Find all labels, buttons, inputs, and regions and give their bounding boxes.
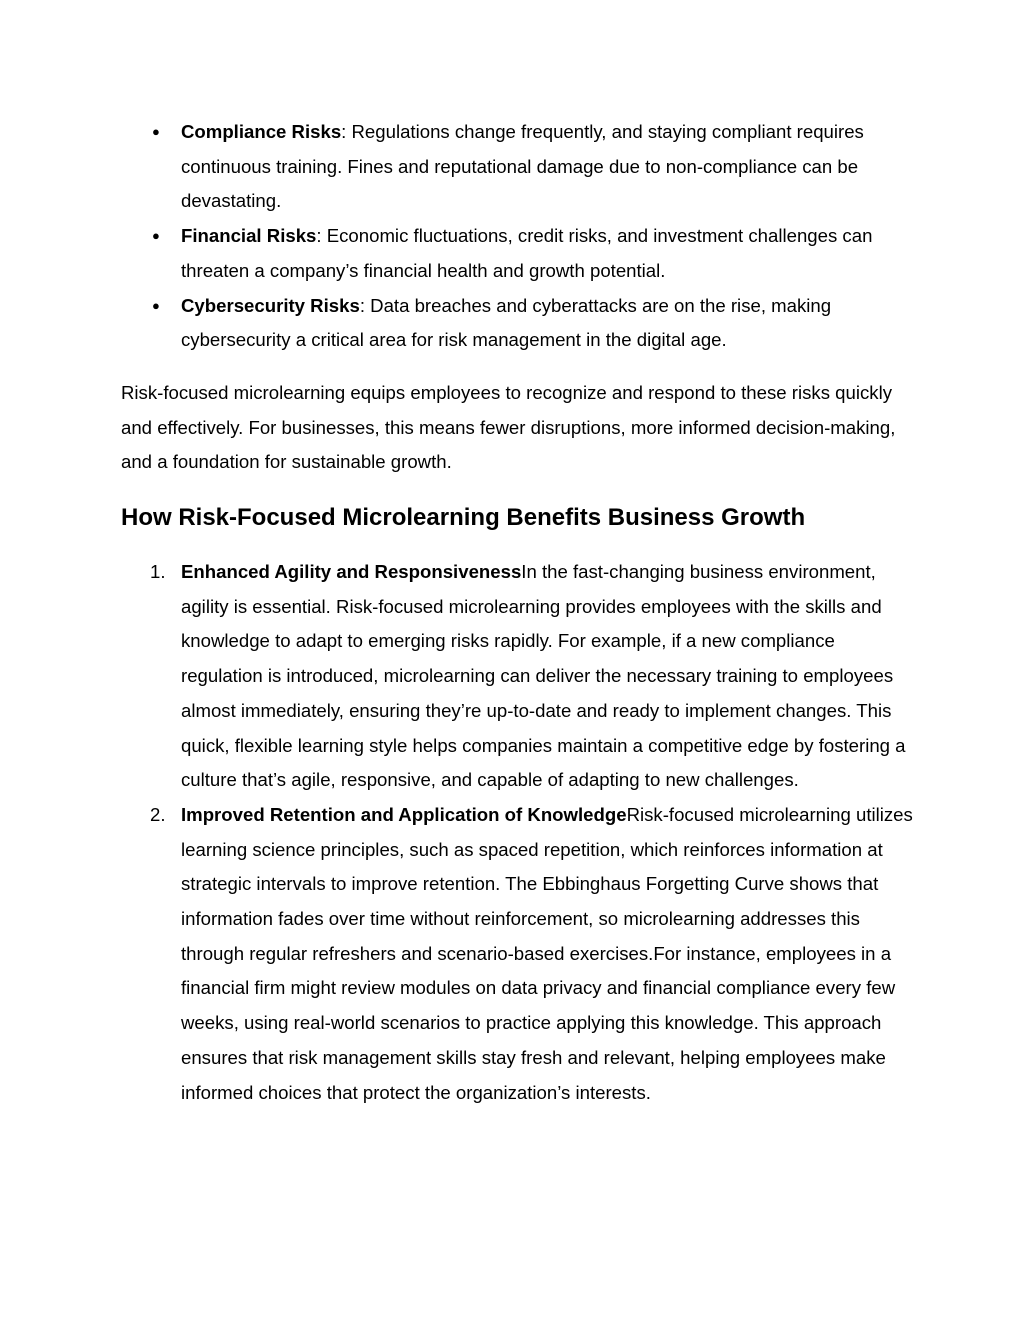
- list-item-financial-risks: [121, 219, 921, 288]
- benefits-numbered-list: [121, 555, 921, 1110]
- list-item-title: Improved Retention and Application of Knowledge: [181, 803, 627, 825]
- list-item-title: Enhanced Agility and Responsiveness: [181, 561, 522, 582]
- section-heading: How Risk-Focused Microlearning Benefits Business Growth: [121, 504, 806, 531]
- list-item-compliance-risks: [121, 115, 921, 219]
- risk-bullet-list: [121, 115, 921, 358]
- bullet-icon: ●: [152, 124, 160, 139]
- list-item-text: Risk-focused microlearning utilizes learning science principles, such as spaced repetition, which reinforces information at strategic intervals to improve retention. The Ebbinghaus Forgetting Curve shows that information fades over time without reinforcement, so microlearning addresses this through regular refreshers and scenario-based exercises.For instance, employees in a financial firm might review modules on data privacy and financial compliance every few weeks, using real-world scenarios to practice applying this knowledge. This approach ensures that risk management skills stay fresh and relevant, helping employees make informed choices that protect the organization’s interests.: [181, 803, 913, 1103]
- list-number: 2.: [150, 803, 166, 825]
- list-item-title: Compliance Risks: [181, 121, 342, 142]
- list-item-text: : Regulations change frequently, and staying compliant requires continuous training. Fines and reputational damage due to non-compliance can be devastating.: [181, 121, 864, 212]
- list-item-title: Cybersecurity Risks: [181, 294, 360, 316]
- bullet-icon: ●: [152, 228, 160, 244]
- list-item-cybersecurity-risks: [121, 289, 921, 358]
- list-item-text: : Economic fluctuations, credit risks, and investment challenges can threaten a company’s financial health and growth potential.: [181, 225, 873, 281]
- list-number: 1.: [150, 561, 166, 582]
- list-item-text: : Data breaches and cyberattacks are on the rise, making cybersecurity a critical area for risk management in the digital age.: [181, 294, 832, 351]
- list-item-title: Financial Risks: [181, 225, 317, 247]
- intro-paragraph: Risk-focused microlearning equips employees to recognize and respond to these risks quickly and effectively. For businesses, this means fewer disruptions, more informed decision-making, and a foundation for sustainable growth.: [121, 382, 896, 473]
- list-item-retention: [121, 798, 921, 1110]
- bullet-icon: ●: [152, 297, 160, 313]
- list-item-text: In the fast-changing business environment, agility is essential. Risk-focused microlearning provides employees with the skills and knowledge to adapt to emerging risks rapidly. For example, if a new compliance regulation is introduced, microlearning can deliver the necessary training to employees almost immediately, ensuring they’re up-to-date and ready to implement changes. This quick, flexible learning style helps companies maintain a competitive edge by fostering a culture that’s agile, responsive, and capable of adapting to new challenges.: [181, 561, 906, 791]
- list-item-agility: [121, 555, 921, 798]
